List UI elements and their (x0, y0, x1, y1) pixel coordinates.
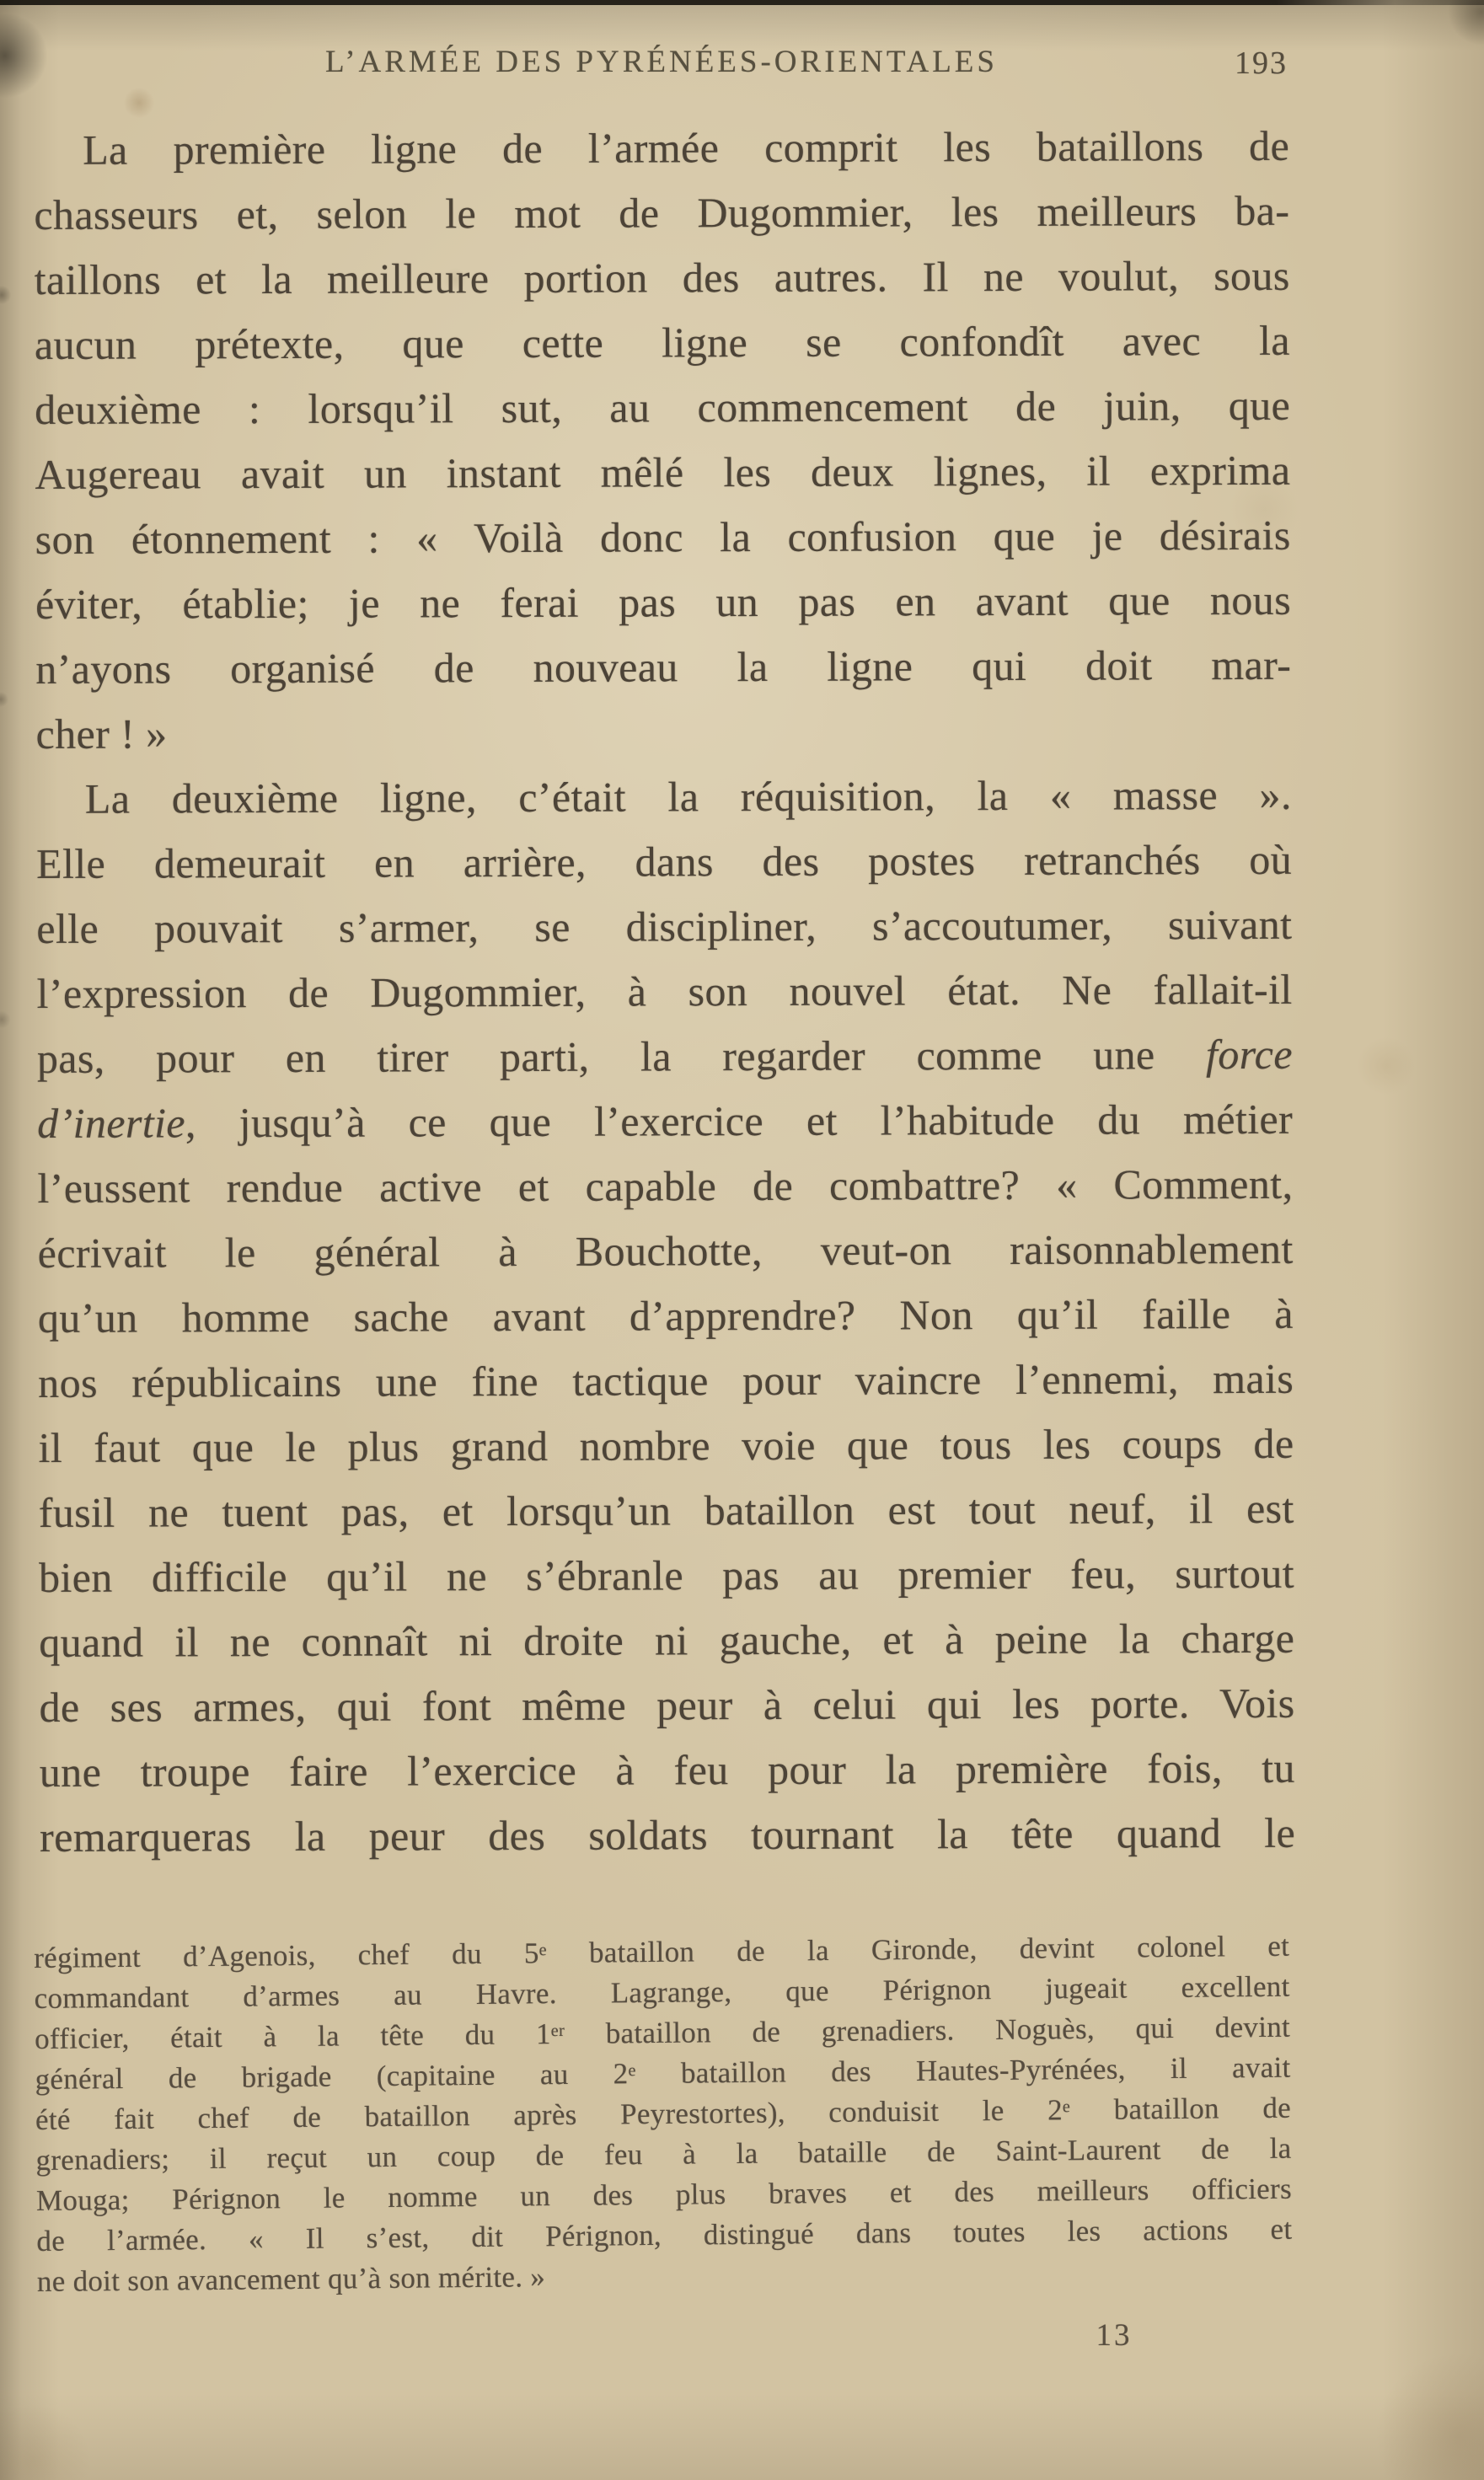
page-number: 193 (1235, 46, 1288, 81)
text-line: général de brigade (capitaine au 2e bataillon des Hautes-Pyrénées, il avait (35, 2050, 1291, 2096)
text-line: d’inertie, jusqu’à ce que l’exercice et l’habitude du métier (37, 1095, 1294, 1147)
text-line: nos républicains une fine tactique pour vaincre l’ennemi, mais (38, 1354, 1294, 1406)
running-title: L’ARMÉE DES PYRÉNÉES-ORIENTALES (324, 45, 998, 79)
text-line: il faut que le plus grand nombre voie que tous les coups de (38, 1419, 1294, 1471)
text-line: été fait chef de bataillon après Peyrestortes), conduisit le 2e bataillon de (35, 2091, 1292, 2136)
text-line: chasseurs et, selon le mot de Dugommier, les meilleurs ba- (34, 186, 1290, 238)
text-line: fusil ne tuent pas, et lorsqu’un bataillon est tout neuf, il est (38, 1484, 1294, 1536)
text-line: bien difficile qu’il ne s’ébranle pas au premier feu, surtout (38, 1549, 1295, 1601)
text-line: l’expression de Dugommier, à son nouvel état. Ne fallait-il (36, 965, 1293, 1017)
signature-number: 13 (1096, 2318, 1133, 2353)
body-text (34, 114, 1295, 1870)
text-line: aucun prétexte, que cette ligne se confondît avec la (34, 316, 1291, 368)
text-line: Elle demeurait en arrière, dans des postes retranchés où (35, 835, 1293, 887)
text-line: de l’armée. « Il s’est, dit Pérignon, distingué dans toutes les actions et (36, 2212, 1293, 2258)
text-line: l’eussent rendue active et capable de combattre? « Comment, (37, 1160, 1294, 1212)
text-line: régiment d’Agenois, chef du 5e bataillon de la Gironde, devint colonel et (34, 1929, 1290, 1974)
text-line: écrivait le général à Bouchotte, veut-on raisonnablement (37, 1224, 1294, 1277)
text-line: cher ! » (35, 710, 168, 758)
text-line: Mouga; Pérignon le nomme un des plus braves et des meilleurs officiers (35, 2172, 1293, 2217)
text-line: deuxième : lorsqu’il sut, au commencement de juin, que (35, 381, 1291, 433)
text-line: taillons et la meilleure portion des autres. Il ne voulut, sous (34, 251, 1290, 303)
text-line: pas, pour en tirer parti, la regarder comme une force (36, 1030, 1293, 1082)
text-line: La première ligne de l’armée comprit les bataillons de (83, 121, 1290, 174)
text-line: son étonnement : « Voilà donc la confusion que je désirais (35, 511, 1291, 563)
page-header (34, 44, 1289, 98)
footnote (34, 1926, 1293, 2302)
text-line: une troupe faire l’exercice à feu pour la première fois, tu (39, 1743, 1295, 1796)
text-line: officier, était à la tête du 1er bataillon de grenadiers. Noguès, qui devint (34, 2010, 1291, 2055)
text-line: de ses armes, qui font même peur à celui qui les porte. Vois (39, 1679, 1295, 1731)
text-line: La deuxième ligne, c’était la réquisition, la « masse ». (84, 770, 1292, 822)
text-line: ne doit son avancement qu’à son mérite. » (36, 2260, 546, 2298)
text-line: n’ayons organisé de nouveau la ligne qui doit mar- (35, 640, 1292, 693)
text-line: Augereau avait un instant mêlé les deux lignes, il exprima (35, 446, 1291, 498)
text-line: grenadiers; il reçut un coup de feu à la bataille de Saint-Laurent de la (35, 2131, 1292, 2177)
text-line: éviter, établie; je ne ferai pas un pas en avant que nous (35, 576, 1292, 628)
text-line: commandant d’armes au Havre. Lagrange, que Pérignon jugeait excellent (34, 1969, 1290, 2015)
scan-edge-artifact (0, 0, 1484, 5)
text-line: quand il ne connaît ni droite ni gauche, et à peine la charge (39, 1614, 1295, 1666)
text-line: elle pouvait s’armer, se discipliner, s’accoutumer, suivant (36, 900, 1293, 952)
text-line: qu’un homme sache avant d’apprendre? Non qu’il faille à (37, 1289, 1294, 1342)
text-line: remarqueras la peur des soldats tournant la tête quand le (40, 1808, 1296, 1861)
